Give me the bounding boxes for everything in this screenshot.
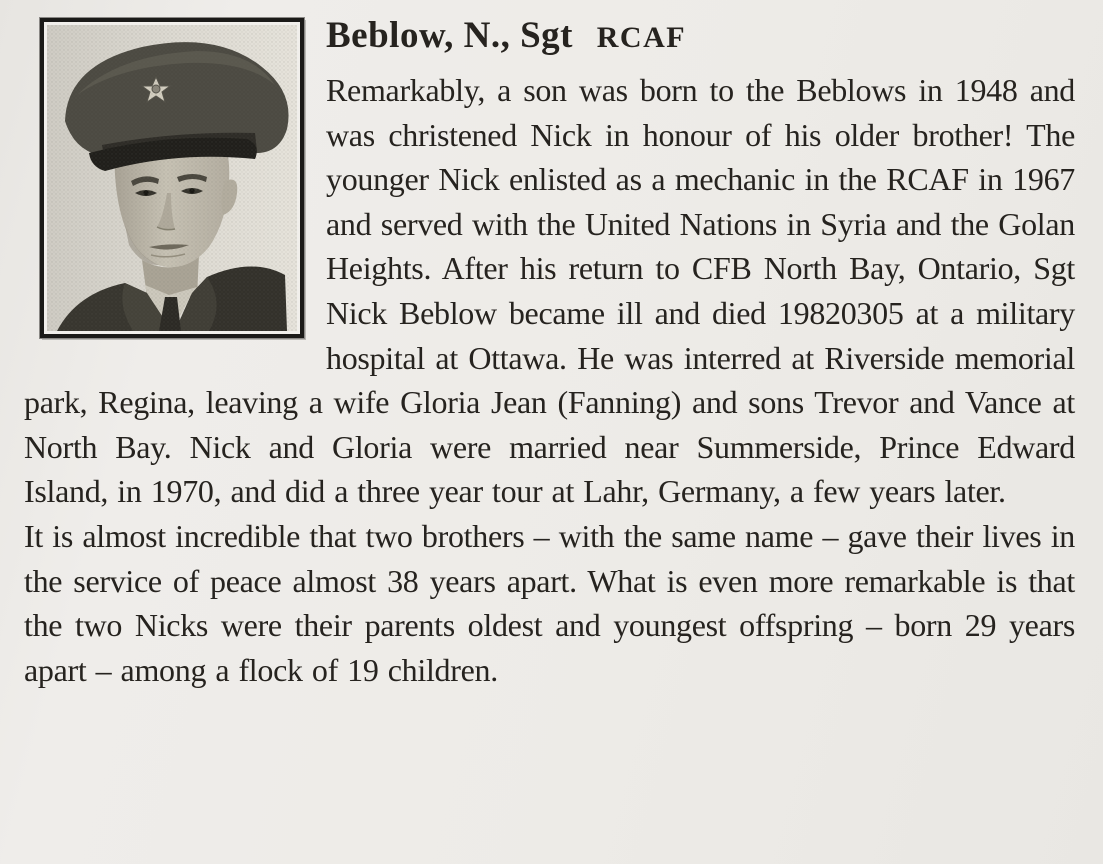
portrait-photo	[40, 18, 304, 338]
entry-paragraph-biography: Remarkably, a son was born to the Beblows in 1948 and was christened Nick in honour of his older brother! The younger Nick enlisted as a mechanic in the RCAF in 1967 and served with the United Nations in Syria and the Golan Heights. After his return to CFB North Bay, Ontario, Sgt Nick Beblow became ill and died 19820305 at a military hospital at Ottawa. He was interred at Riverside memorial park, Regina, leaving a wife Gloria Jean (Fanning) and sons Trevor and Vance at North Bay. Nick and Gloria were married near Summerside, Prince Edward Island, in 1970, and did a three year tour at Lahr, Germany, a few years later.	[24, 72, 1075, 510]
entry-paragraph-remark: It is almost incredible that two brothers – with the same name – gave their lives in the service of peace almost 38 years apart. What is even more remarkable is that the two Nicks were their parents oldest and youngest offspring – born 29 years apart – among a flock of 19 children.	[24, 517, 1075, 688]
entry-name: Beblow, N., Sgt	[326, 15, 574, 56]
entry-service-branch: RCAF	[596, 21, 687, 54]
portrait-photo-illustration	[47, 25, 297, 331]
